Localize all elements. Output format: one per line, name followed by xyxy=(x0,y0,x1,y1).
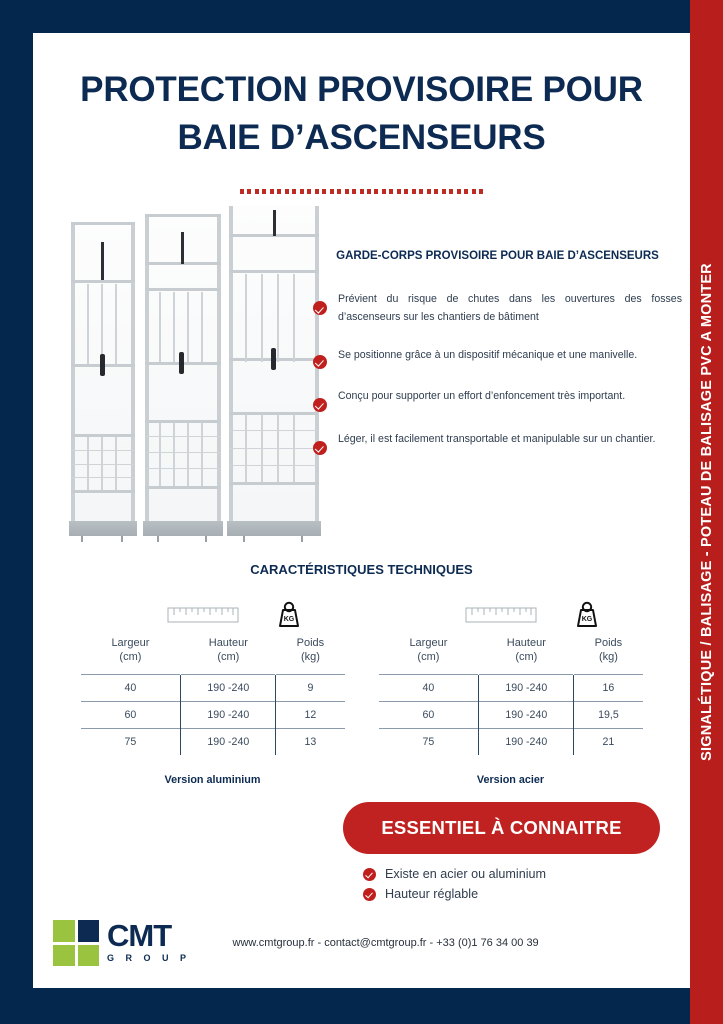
cell-hauteur: 190 -240 xyxy=(181,729,276,756)
weight-kg-icon xyxy=(572,599,602,629)
dotted-divider xyxy=(240,189,483,194)
weight-kg-icon xyxy=(274,599,304,629)
column-header-hauteur: Hauteur (cm) xyxy=(208,636,248,664)
cell-hauteur: 190 -240 xyxy=(479,702,574,729)
table-row xyxy=(81,702,345,729)
cell-poids: 19,5 xyxy=(598,709,619,722)
essential-list xyxy=(343,867,660,901)
title-block xyxy=(33,33,690,194)
feature-item xyxy=(313,291,682,325)
check-circle-icon xyxy=(313,441,327,455)
product-barrier-wide xyxy=(229,206,319,522)
spec-icon-row xyxy=(379,599,643,629)
spec-icon-row xyxy=(81,599,345,629)
column-header-hauteur: Hauteur (cm) xyxy=(506,636,546,664)
features-block xyxy=(295,220,682,540)
spec-table xyxy=(379,629,643,756)
svg-text:KG: KG xyxy=(283,615,294,623)
spec-table-aluminium xyxy=(81,599,345,787)
column-header-poids: Poids (kg) xyxy=(296,636,325,664)
check-circle-icon xyxy=(313,301,327,315)
column-header-poids: Poids (kg) xyxy=(594,636,623,664)
cell-poids: 16 xyxy=(602,682,615,695)
contact-info: www.cmtgroup.fr - contact@cmtgroup.fr - +33 (0)1 76 34 00 39 xyxy=(232,937,539,949)
logo-subtitle: G R O U P xyxy=(107,952,191,963)
datasheet-card xyxy=(33,33,690,988)
cell-poids: 12 xyxy=(304,709,317,722)
cmt-group-logo xyxy=(53,920,191,966)
tech-specs-tables xyxy=(33,599,690,787)
spec-table-acier xyxy=(379,599,643,787)
cell-hauteur: 190 -240 xyxy=(181,702,276,729)
check-circle-icon xyxy=(363,868,376,881)
table-header-row xyxy=(379,629,643,675)
table-row xyxy=(379,675,643,702)
table-header-row xyxy=(81,629,345,675)
column-header-largeur: Largeur (cm) xyxy=(409,636,448,664)
cell-largeur: 75 xyxy=(124,736,137,749)
feature-text: Léger, il est facilement transportable et manipulable sur un chantier. xyxy=(338,432,656,445)
version-label-acier: Version acier xyxy=(476,774,545,787)
svg-text:KG: KG xyxy=(581,615,592,623)
footer xyxy=(33,898,690,988)
logo-name: CMT xyxy=(107,918,172,954)
cell-largeur: 60 xyxy=(422,709,435,722)
feature-text: Prévient du risque de chutes dans les ouvertures des fosses d’ascenseurs sur les chantiers de bâtiment xyxy=(338,293,682,323)
logo-text xyxy=(107,918,191,963)
hero-section xyxy=(33,220,690,540)
column-header-largeur: Largeur (cm) xyxy=(111,636,150,664)
cell-largeur: 40 xyxy=(124,682,137,695)
cell-hauteur: 190 -240 xyxy=(479,729,574,756)
ruler-icon xyxy=(465,607,537,624)
table-row xyxy=(379,729,643,756)
ruler-icon xyxy=(167,607,239,624)
cell-hauteur: 190 -240 xyxy=(479,675,574,702)
check-circle-icon xyxy=(313,355,327,369)
product-barrier-narrow xyxy=(71,222,135,522)
cell-largeur: 75 xyxy=(422,736,435,749)
table-row xyxy=(81,675,345,702)
feature-item xyxy=(313,431,682,455)
product-barrier-medium xyxy=(145,214,221,522)
page-title-line-1: PROTECTION PROVISOIRE POUR xyxy=(80,70,643,109)
features-heading: GARDE-CORPS PROVISOIRE POUR BAIE D’ASCENSEURS xyxy=(336,249,659,262)
cell-poids: 13 xyxy=(304,736,317,749)
cell-largeur: 60 xyxy=(124,709,137,722)
table-row xyxy=(379,702,643,729)
essential-text: Hauteur réglable xyxy=(385,887,479,902)
category-side-band-label: SIGNALÉTIQUE / BALISAGE - POTEAU DE BALISAGE PVC A MONTER xyxy=(698,263,715,761)
essential-section xyxy=(33,802,690,901)
spec-table xyxy=(81,629,345,756)
essentiel-a-connaitre-button[interactable]: ESSENTIEL À CONNAITRE xyxy=(343,802,660,854)
table-row xyxy=(81,729,345,756)
feature-item xyxy=(313,388,682,412)
essential-text: Existe en acier ou aluminium xyxy=(385,867,546,882)
check-circle-icon xyxy=(313,398,327,412)
product-photo xyxy=(67,220,295,540)
tech-specs-title: CARACTÉRISTIQUES TECHNIQUES xyxy=(250,561,473,577)
cell-largeur: 40 xyxy=(422,682,435,695)
essential-item xyxy=(363,867,660,881)
cell-poids: 9 xyxy=(307,682,314,695)
feature-item xyxy=(313,345,682,369)
category-side-band xyxy=(690,0,723,1024)
feature-text: Conçu pour supporter un effort d’enfoncement très important. xyxy=(338,389,626,402)
version-label-aluminium: Version aluminium xyxy=(164,774,261,787)
cell-hauteur: 190 -240 xyxy=(181,675,276,702)
cell-poids: 21 xyxy=(602,736,615,749)
feature-text: Se positionne grâce à un dispositif mécanique et une manivelle. xyxy=(338,348,638,361)
page-title-line-2: BAIE D’ASCENSEURS xyxy=(177,118,546,158)
logo-squares-icon xyxy=(53,920,99,966)
